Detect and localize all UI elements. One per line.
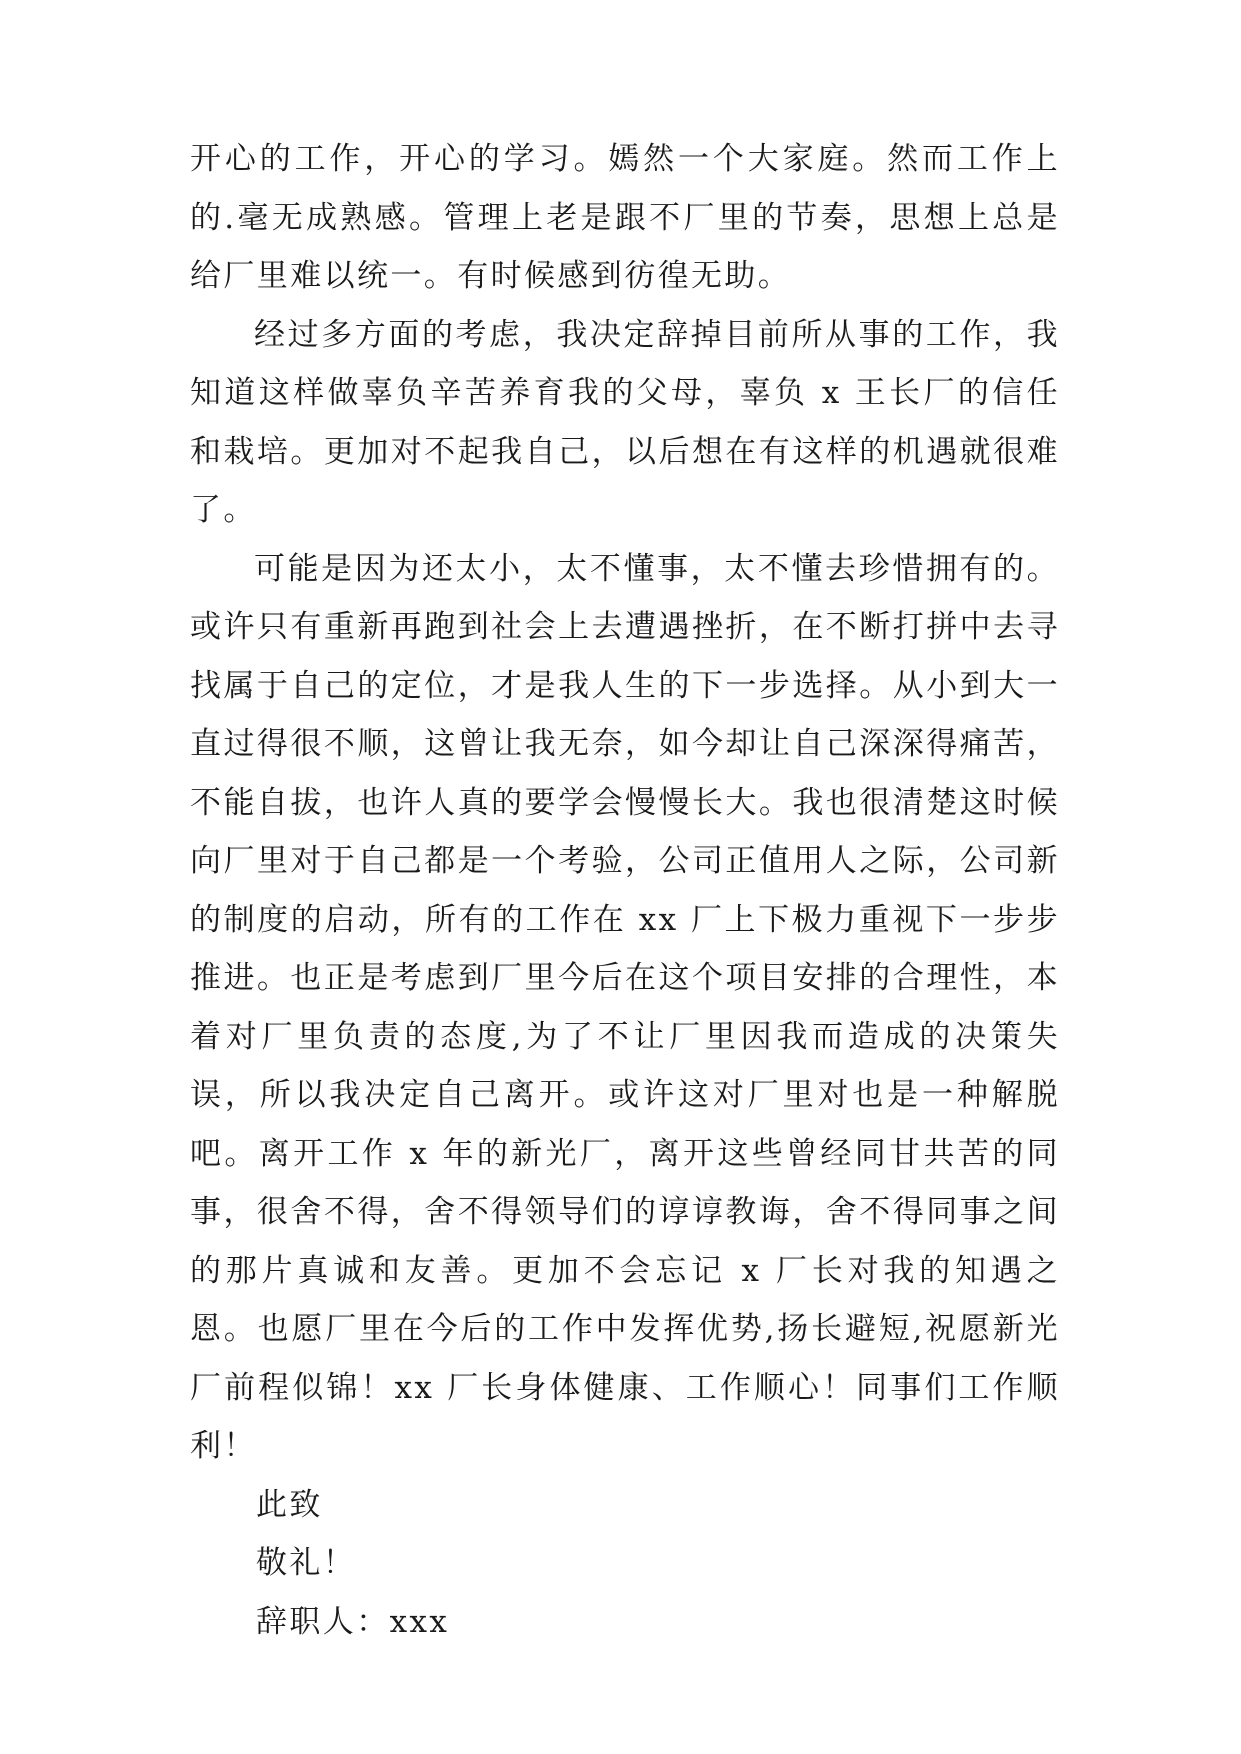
paragraph-reasons: 可能是因为还太小，太不懂事，太不懂去珍惜拥有的。或许只有重新再跑到社会上去遭遇挫折，在不断打拼中去寻找属于自己的定位，才是我人生的下一步选择。从小到大一直过得很不顺，这曾让我无奈，如今却让自己深深得痛苦，不能自拔，也许人真的要学会慢慢长大。我也很清楚这时候向厂里对于自己都是一个考验，公司正值用人之际，公司新的制度的启动，所有的工作在 xx 厂上下极力重视下一步步推进。也正是考虑到厂里今后在这个项目安排的合理性，本着对厂里负责的态度,为了不让厂里因我而造成的决策失误，所以我决定自己离开。或许这对厂里对也是一种解脱吧。离开工作 x 年的新光厂，离开这些曾经同甘共苦的同事，很舍不得，舍不得领导们的谆谆教诲，舍不得同事之间的那片真诚和友善。更加不会忘记 x 厂长对我的知遇之恩。也愿厂里在今后的工作中发挥优势,扬长避短,祝愿新光厂前程似锦！xx 厂长身体健康、工作顺心！同事们工作顺利！ — [190, 550, 1060, 1464]
letter-body — [190, 130, 1060, 1651]
paragraph-continuation: 开心的工作，开心的学习。嫣然一个大家庭。然而工作上的.毫无成熟感。管理上老是跟不厂里的节奏，思想上总是给厂里难以统一。有时候感到彷徨无助。 — [190, 141, 1060, 294]
closing-greeting: 此致 — [256, 1486, 323, 1523]
paragraph-decision: 经过多方面的考虑，我决定辞掉目前所从事的工作，我知道这样做辜负辛苦养育我的父母，辜负 x 王长厂的信任和栽培。更加对不起我自己，以后想在有这样的机遇就很难了。 — [190, 316, 1060, 528]
signature-line: 辞职人：xxx — [256, 1603, 450, 1640]
closing-salute: 敬礼！ — [256, 1545, 357, 1581]
